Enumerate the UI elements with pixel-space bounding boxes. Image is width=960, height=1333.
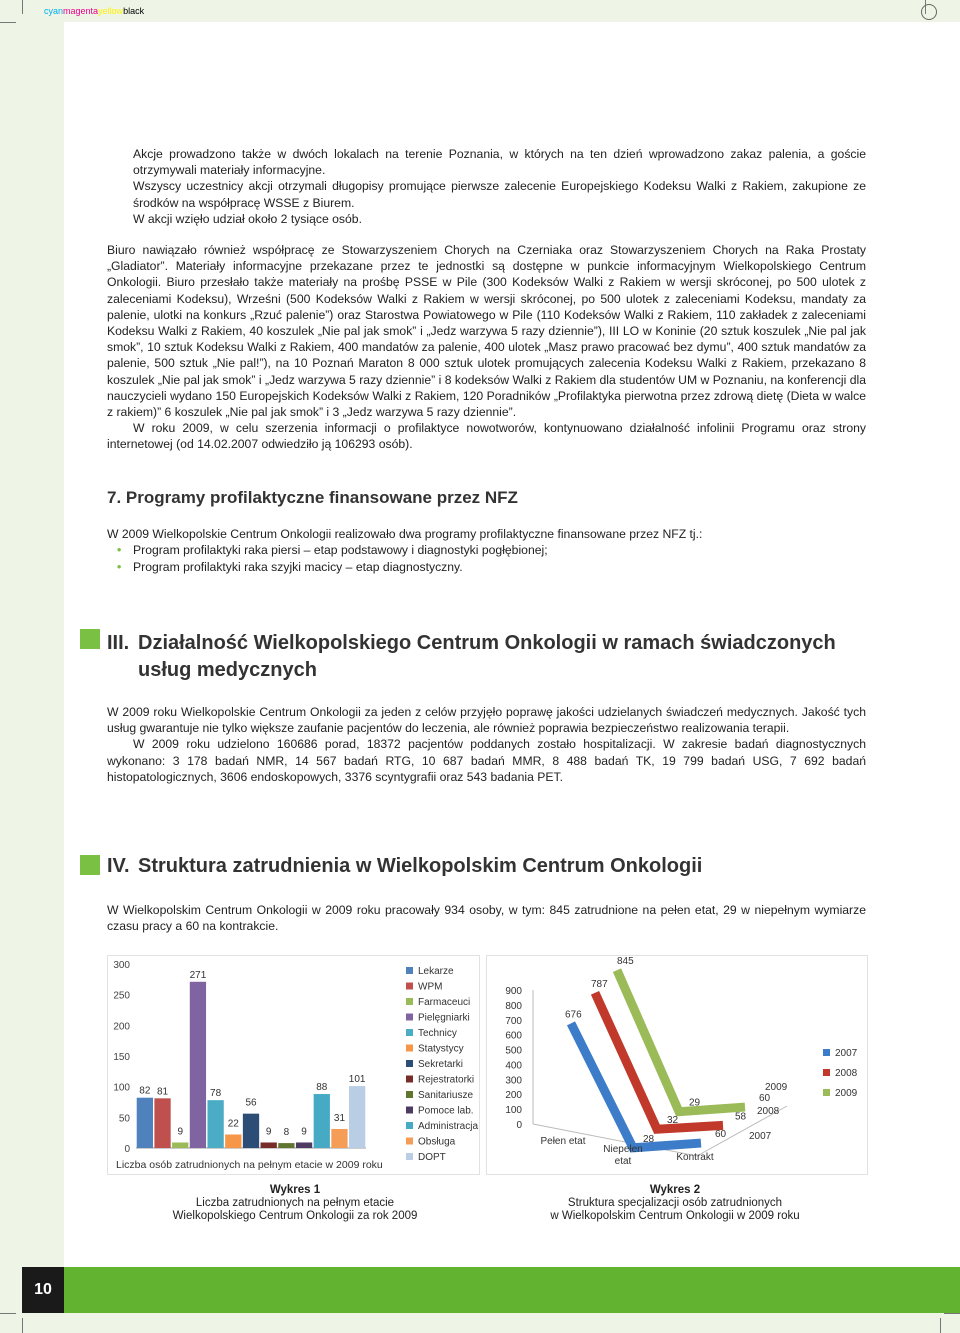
y-tick-label: 50 xyxy=(118,1113,130,1125)
color-bar xyxy=(44,6,144,16)
text-paragraph: W 2009 roku Wielkopolskie Centrum Onkologii za jeden z celów przyjęło poprawę jakości udzielanych świadczeń medycznych. Jakość tych usług gwarantuje nie tylko większe zaufanie pacjentów do leczenia, ale również poprawia bezpieczeństwo realizowania terapii. xyxy=(107,705,866,736)
data-label: 58 xyxy=(735,1111,747,1123)
legend-label: Rejestratorki xyxy=(418,1074,475,1086)
y-tick-label: 900 xyxy=(505,986,522,997)
x-tick-label: Pełen etat xyxy=(540,1136,586,1147)
legend-swatch xyxy=(406,1122,413,1129)
crop-mark xyxy=(0,1313,16,1314)
list-item-text: Program profilaktyki raka piersi – etap podstawowy i diagnostyki pogłębionej; xyxy=(133,543,548,557)
list-item xyxy=(107,542,866,559)
y-tick-label: 700 xyxy=(505,1015,522,1027)
y-tick-label: 400 xyxy=(505,1060,522,1072)
y-tick-label: 600 xyxy=(505,1030,522,1042)
crop-mark xyxy=(944,1313,960,1314)
y-tick-label: 200 xyxy=(113,1021,130,1033)
caption-line: w Wielkopolskim Centrum Onkologii w 2009 roku xyxy=(550,1210,800,1222)
section-title xyxy=(138,630,868,684)
legend-label: Sanitariusze xyxy=(418,1090,474,1101)
employment-paragraph: W Wielkopolskim Centrum Onkologii w 2009 roku pracowały 934 osoby, w tym: 845 zatrudnione na pełen etat, 29 w niepełnym wymiarze czasu pracy a 60 na kontrakcie. xyxy=(107,903,866,934)
legend-swatch xyxy=(406,1045,413,1052)
text-paragraph: W roku 2009, w celu szerzenia informacji o profilaktyce nowotworów, kontynuowano działalność infolinii Programu oraz strony internetowej (od 14.02.2007 odwiedziło ją 106293 osób). xyxy=(107,421,866,452)
legend-label: Lekarze xyxy=(418,966,454,977)
section-heading: 7. Programy profilaktyczne finansowane przez NFZ xyxy=(107,488,518,507)
data-label: 29 xyxy=(689,1097,701,1109)
list-item xyxy=(107,559,866,576)
bullet-icon: • xyxy=(117,543,122,557)
legend-label: Statystycy xyxy=(418,1043,464,1055)
x-tick-label: Niepełen xyxy=(603,1144,643,1155)
crop-mark xyxy=(22,1318,23,1333)
caption-title: Wykres 1 xyxy=(269,1184,321,1196)
depth-axis-label: 2007 xyxy=(749,1131,772,1142)
data-label: 101 xyxy=(348,1074,366,1086)
caption-line: Liczba zatrudnionych na pełnym etacie xyxy=(195,1197,395,1209)
data-label: 81 xyxy=(156,1086,169,1098)
legend-swatch xyxy=(406,967,413,974)
bar xyxy=(172,1142,188,1148)
bar xyxy=(225,1135,241,1148)
data-label: 845 xyxy=(617,956,634,968)
bar xyxy=(261,1142,277,1148)
data-label: 8 xyxy=(283,1127,290,1139)
bar xyxy=(207,1100,223,1148)
legend-swatch xyxy=(406,1029,413,1036)
crop-mark xyxy=(0,22,16,23)
print-mark-black: black xyxy=(123,6,145,16)
y-tick-label: 800 xyxy=(505,1000,522,1012)
legend-label: Obsługa xyxy=(418,1136,456,1148)
y-tick-label: 150 xyxy=(113,1052,130,1063)
legend-swatch xyxy=(406,1107,413,1114)
bar xyxy=(278,1143,294,1148)
section-heading xyxy=(107,630,129,657)
x-tick-label: Kontrakt xyxy=(676,1152,714,1163)
footer-bar xyxy=(64,1267,960,1313)
y-tick-label: 250 xyxy=(113,990,130,1002)
y-tick-label: 300 xyxy=(113,960,130,971)
crop-mark xyxy=(22,0,23,14)
data-label: 78 xyxy=(210,1088,222,1100)
legend-swatch xyxy=(406,1060,413,1067)
cooperation-paragraph xyxy=(107,242,866,453)
text-line: Wszyscy uczestnicy akcji otrzymali długopisy promujące pierwsze zalecenie Europejskiego Kodeksu Walki z Rakiem, zakupione ze środków na współpracę WSSE z Biurem. xyxy=(133,179,866,210)
page-number: 10 xyxy=(22,1267,64,1313)
y-tick-label: 500 xyxy=(505,1045,522,1057)
bar xyxy=(349,1086,365,1148)
depth-axis-label: 2009 xyxy=(765,1082,788,1093)
legend-swatch xyxy=(823,1049,830,1056)
legend-swatch xyxy=(406,1076,413,1083)
legend-swatch xyxy=(406,998,413,1005)
legend-swatch xyxy=(406,1138,413,1145)
legend-swatch xyxy=(406,1091,413,1098)
legend-label: Administracja xyxy=(418,1121,479,1132)
x-tick-label: etat xyxy=(614,1156,632,1167)
bar-chart-svg xyxy=(108,956,479,1174)
data-label: 271 xyxy=(189,969,207,981)
depth-axis-label: 2008 xyxy=(757,1106,780,1117)
text-line: W akcji wzięło udział około 2 tysiące osób. xyxy=(133,211,362,226)
data-label: 28 xyxy=(643,1133,655,1145)
y-tick-label: 200 xyxy=(505,1090,522,1102)
section-marker-icon xyxy=(80,629,100,649)
section-marker-icon xyxy=(80,855,100,875)
data-label: 676 xyxy=(565,1009,582,1021)
legend-label: Sekretarki xyxy=(418,1059,464,1070)
bullet-icon: • xyxy=(117,559,122,574)
caption-line: Struktura specjalizacji osób zatrudnionych xyxy=(567,1197,783,1209)
legend-label: Technicy xyxy=(418,1028,457,1039)
section-number: IV. xyxy=(107,855,130,877)
chart-caption xyxy=(520,1184,830,1223)
chart-title: Liczba osób zatrudnionych na pełnym etacie w 2009 roku xyxy=(116,1159,383,1171)
chart-caption xyxy=(140,1184,450,1223)
data-label: 32 xyxy=(667,1115,679,1127)
print-mark-yellow: yellow xyxy=(98,6,124,16)
program-list xyxy=(107,542,866,575)
data-label: 82 xyxy=(139,1085,151,1097)
chart-employment-structure xyxy=(486,955,868,1175)
legend-swatch xyxy=(823,1089,830,1096)
section-title-line: Działalność Wielkopolskiego Centrum Onkologii w ramach świadczonych xyxy=(138,632,836,654)
y-tick-label: 0 xyxy=(516,1120,522,1131)
data-label: 9 xyxy=(301,1126,307,1138)
data-label: 22 xyxy=(227,1118,239,1130)
3d-line-chart-svg xyxy=(487,956,867,1174)
section-number: III. xyxy=(107,632,130,654)
print-mark-magenta: magenta xyxy=(63,6,99,16)
legend-label: WPM xyxy=(418,981,443,993)
bar xyxy=(314,1094,330,1148)
section-title: Struktura zatrudnienia w Wielkopolskim Centrum Onkologii xyxy=(138,855,703,877)
intro-paragraph xyxy=(133,146,866,227)
data-label: 9 xyxy=(265,1126,272,1138)
medical-services-paragraph xyxy=(107,704,866,785)
data-label: 9 xyxy=(177,1126,184,1138)
bar xyxy=(331,1129,347,1148)
legend-label: 2008 xyxy=(835,1068,858,1079)
bar xyxy=(154,1098,170,1148)
text-paragraph: W 2009 roku udzielono 160686 porad, 18372 pacjentów poddanych zostało hospitalizacji. W zakresie badań diagnostycznych wykonano: 3 178 badań NMR, 14 567 badań RTG, 10 687 badań MMR, 8 488 badań TK, 19 799 badań USG, 7 692 badań histopatologicznych, 3606 endoskopowych, 3376 scyntygrafii oraz 543 badania PET. xyxy=(107,737,866,784)
chart-employees-bar xyxy=(107,955,480,1175)
legend-label: 2007 xyxy=(835,1048,858,1059)
section-title-line: usług medycznych xyxy=(138,659,317,681)
legend-swatch xyxy=(406,983,413,990)
legend-label: Farmaceuci xyxy=(418,997,471,1008)
legend-label: 2009 xyxy=(835,1088,858,1099)
data-label: 60 xyxy=(759,1093,771,1105)
legend-label: DOPT xyxy=(418,1152,446,1163)
legend-swatch xyxy=(823,1069,830,1076)
legend-label: Pielęgniarki xyxy=(418,1012,470,1024)
y-tick-label: 0 xyxy=(124,1144,130,1155)
text-line: Akcje prowadzono także w dwóch lokalach na terenie Poznania, w których na ten dzień wprowadzono zakaz palenia, a goście otrzymywali materiały informacyjne. xyxy=(133,147,866,178)
registration-mark-icon xyxy=(921,4,937,20)
legend-label: Pomoce lab. xyxy=(418,1105,474,1117)
data-label: 787 xyxy=(591,978,608,990)
caption-line: Wielkopolskiego Centrum Onkologii za rok 2009 xyxy=(172,1210,418,1222)
section-intro: W 2009 Wielkopolskie Centrum Onkologii realizowało dwa programy profilaktyczne finansowane przez NFZ tj.: xyxy=(107,527,703,541)
y-tick-label: 300 xyxy=(505,1075,522,1087)
y-tick-label: 100 xyxy=(505,1105,522,1117)
bar xyxy=(137,1098,153,1148)
data-label: 88 xyxy=(316,1082,328,1094)
legend-swatch xyxy=(406,1153,413,1160)
data-label: 56 xyxy=(245,1097,257,1109)
legend-swatch xyxy=(406,1014,413,1021)
bar xyxy=(296,1142,312,1148)
list-item-text: Program profilaktyki raka szyjki macicy – etap diagnostyczny. xyxy=(133,559,463,574)
print-mark-cyan: cyan xyxy=(44,6,64,16)
text-paragraph: Biuro nawiązało również współpracę ze Stowarzyszeniem Chorych na Czerniaka oraz Stowarzyszeniem Chorych na Raka Prostaty „Gladiator”. Materiały informacyjne przekazane przez te jednostki są dostępne w punkcie informacyjnym Wielkopolskiego Centrum Onkologii. Biuro przesłało także materiały na prośbę PSSE w Pile (300 Kodeksów Walki z Rakiem w wersji skróconej, po 500 ulotek z zaleceniami Kodeksu), Wrześni (500 Kodeksów Walki z Rakiem w wersji skróconej, po 500 ulotek z zaleceniami Kodeksu, mandaty za palenie, ulotki na konkurs „Rzuć palenie”) oraz Starostwa Powiatowego w Pile (110 Kodeksów Walki z Rakiem, 110 zakładek z zaleceniami Kodeksu Walki z Rakiem, 40 koszulek „Nie pal jak smok” i „Jedz warzywa 5 razy dziennie”), III LO w Koninie (20 sztuk koszulek „Nie pal jak smok”, 10 sztuk Kodeksu Walki z Rakiem, 400 mandatów za palenie, 400 ulotek „Masz prawo pracować bez dymu”, 400 sztuk mandatów za palenie, 500 sztuk „Nie pal!”), na 10 Poznań Maraton 8 000 sztuk ulotek promujących zalecenia Kodeksu Walki z Rakiem, przekazano 8 koszulek „Nie pal jak smok” i „Jedz warzywa 5 razy dziennie” i 8 kodeksów Walki z Rakiem dla studentów UM w Poznaniu, na konferencji dla nauczycieli wydano 150 Europejskich Kodeksów Walki z Rakiem, 120 Poradników „Profilaktyka pierwotna przez zdrową dietę (Dieta w walce z rakiem)” 6 koszulek „Nie pal jak smok” i 3 „Jedz warzywa 5 razy dziennie”. xyxy=(107,243,866,420)
data-label: 31 xyxy=(333,1112,346,1124)
data-label: 60 xyxy=(715,1129,727,1141)
caption-title: Wykres 2 xyxy=(649,1184,701,1196)
bar xyxy=(190,982,206,1148)
bar xyxy=(243,1114,259,1148)
crop-mark xyxy=(940,1318,941,1333)
y-tick-label: 100 xyxy=(113,1082,130,1094)
